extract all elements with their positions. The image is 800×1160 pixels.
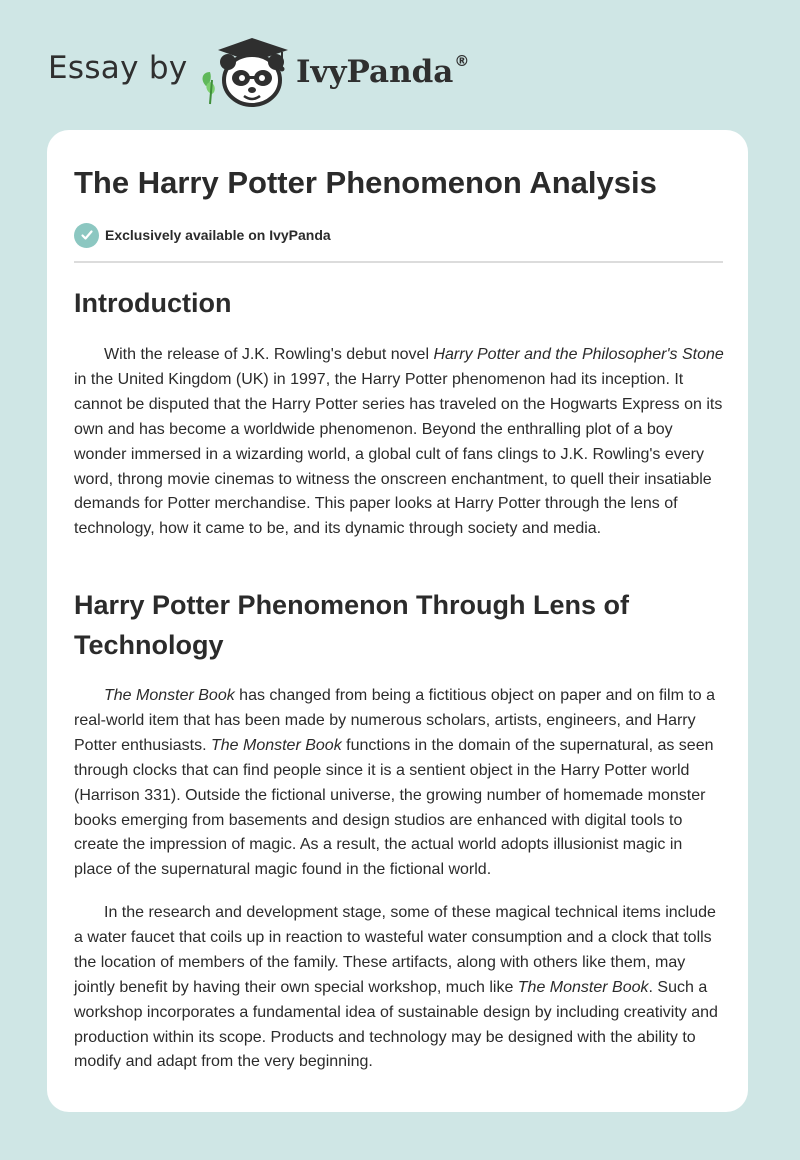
brand-name[interactable] xyxy=(296,54,469,90)
book-title: The Monster Book xyxy=(210,736,342,754)
panda-graduate-icon[interactable] xyxy=(198,34,294,110)
essay-card xyxy=(47,130,748,1112)
text-span: in the United Kingdom (UK) in 1997, the Harry Potter phenomenon had its inception. It cannot be disputed that the Harry Potter series has traveled on the Hogwarts Express on its own and has become a worldwide phenomenon. Beyond the enthralling plot of a boy wonder immersed in a wizarding world, a global cult of fans clings to J.K. Rowling's every word, throng movie cinemas to witness the onscreen enchantment, to quell their insatiable demands for Potter merchandise. This paper looks at Harry Potter through the lens of technology, how it came to be, and its dynamic through society and media. xyxy=(74,370,723,538)
brand-text: IvyPanda xyxy=(296,54,454,90)
essay-by-label: Essay by xyxy=(48,50,188,86)
section-heading-introduction: Introduction xyxy=(74,288,232,318)
book-title: The Monster Book xyxy=(104,687,235,704)
badge-label: Exclusively available on IvyPanda xyxy=(105,227,331,243)
book-title: Harry Potter and the Philosopher's Stone xyxy=(433,346,724,363)
site-header xyxy=(0,0,800,130)
check-circle-icon xyxy=(74,223,99,248)
paragraph-technology-2 xyxy=(74,901,724,1075)
section-heading-technology xyxy=(74,585,724,665)
exclusive-badge xyxy=(74,222,331,248)
heading-line: Technology xyxy=(74,630,224,660)
heading-line: Harry Potter Phenomenon Through Lens of xyxy=(74,590,630,620)
book-title: The Monster Book xyxy=(517,978,649,996)
page-title: The Harry Potter Phenomenon Analysis xyxy=(74,165,657,200)
text-span: . Such a workshop incorporates a fundamental idea of sustainable design by including creativity and production within its scope. Products and technology may be designed with the ability to modify and adapt from the very beginning. xyxy=(74,978,718,1071)
text-span: has changed from being a fictitious object on paper and on film to a real-world item that has been made by numerous scholars, artists, engineers, and Harry Potter enthusiasts. xyxy=(74,687,716,754)
registered-mark: ® xyxy=(454,52,470,70)
paragraph-intro xyxy=(74,343,724,542)
text-span: In the research and development stage, some of these magical technical items include a water faucet that coils up in reaction to wasteful water consumption and a clock that tolls the location of members of the family. These artifacts, along with others like them, may jointly benefit by having their own special workshop, much like xyxy=(74,904,716,996)
text-span: functions in the domain of the supernatural, as seen through clocks that can find people since it is a sentient object in the Harry Potter world (Harrison 331). Outside the fictional universe, the growing number of homemade monster books emerging from basements and design studios are enhanced with digital tools to create the impression of magic. As a result, the actual world adopts illusionist magic in place of the supernatural magic found in the fictional world. xyxy=(74,736,714,879)
text-span: With the release of J.K. Rowling's debut novel xyxy=(104,346,434,363)
paragraph-technology-1 xyxy=(74,684,724,883)
divider xyxy=(74,261,723,263)
